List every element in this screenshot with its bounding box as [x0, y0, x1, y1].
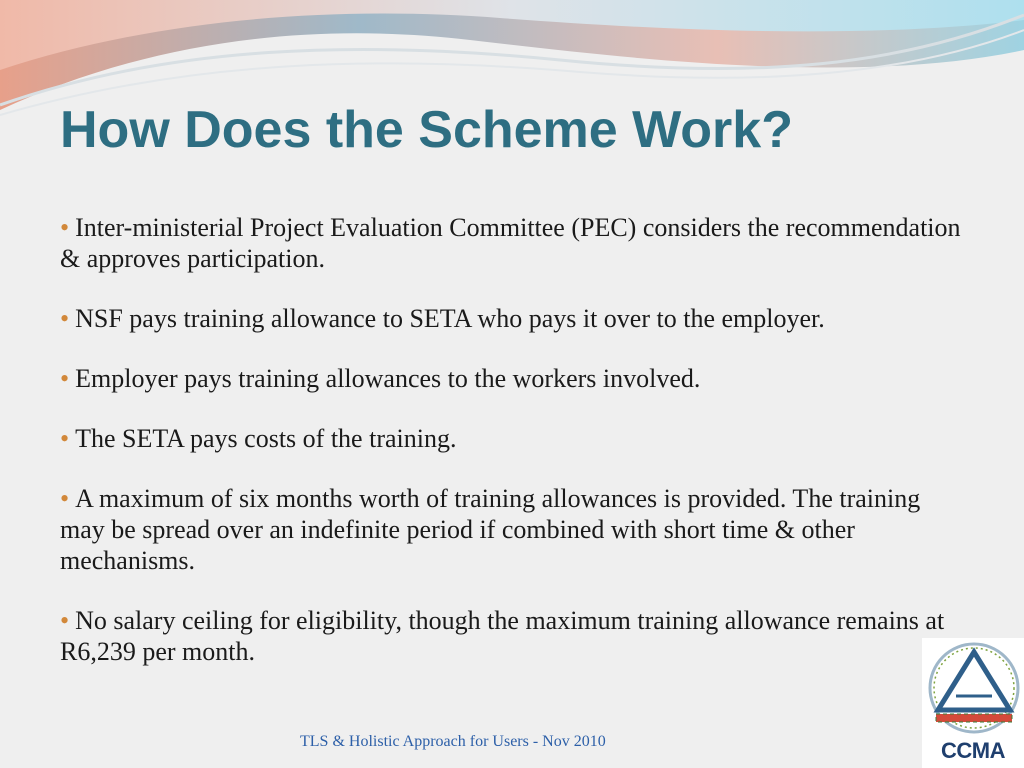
- bullet-text: Inter-ministerial Project Evaluation Committee (PEC) considers the recommendation & approves participation.: [60, 213, 961, 273]
- ccma-logo: [922, 638, 1024, 768]
- bullet-marker: •: [60, 213, 70, 242]
- bullet-text: NSF pays training allowance to SETA who pays it over to the employer.: [75, 304, 825, 333]
- bullet-text: A maximum of six months worth of training allowances is provided. The training may be spread over an indefinite period if combined with short time & other mechanisms.: [60, 484, 921, 575]
- bullet-marker: •: [60, 606, 70, 635]
- ccma-emblem-icon: [922, 638, 1024, 738]
- bullet-list: [60, 212, 970, 696]
- bullet-marker: •: [60, 424, 70, 453]
- bullet-marker: •: [60, 304, 70, 333]
- bullet-text: The SETA pays costs of the training.: [75, 424, 457, 453]
- bullet-text: Employer pays training allowances to the workers involved.: [75, 364, 701, 393]
- bullet-item: [60, 363, 970, 394]
- bullet-item: [60, 423, 970, 454]
- slide-title: How Does the Scheme Work?: [60, 101, 793, 159]
- bullet-item: [60, 212, 970, 274]
- ccma-logo-text: CCMA: [941, 738, 1005, 763]
- bullet-marker: •: [60, 364, 70, 393]
- bullet-item: [60, 303, 970, 334]
- slide-footer: TLS & Holistic Approach for Users - Nov 2010: [300, 733, 606, 750]
- bullet-text: No salary ceiling for eligibility, though the maximum training allowance remains at R6,239 per month.: [60, 606, 945, 666]
- bullet-item: [60, 605, 970, 667]
- bullet-marker: •: [60, 484, 70, 513]
- bullet-item: [60, 483, 970, 576]
